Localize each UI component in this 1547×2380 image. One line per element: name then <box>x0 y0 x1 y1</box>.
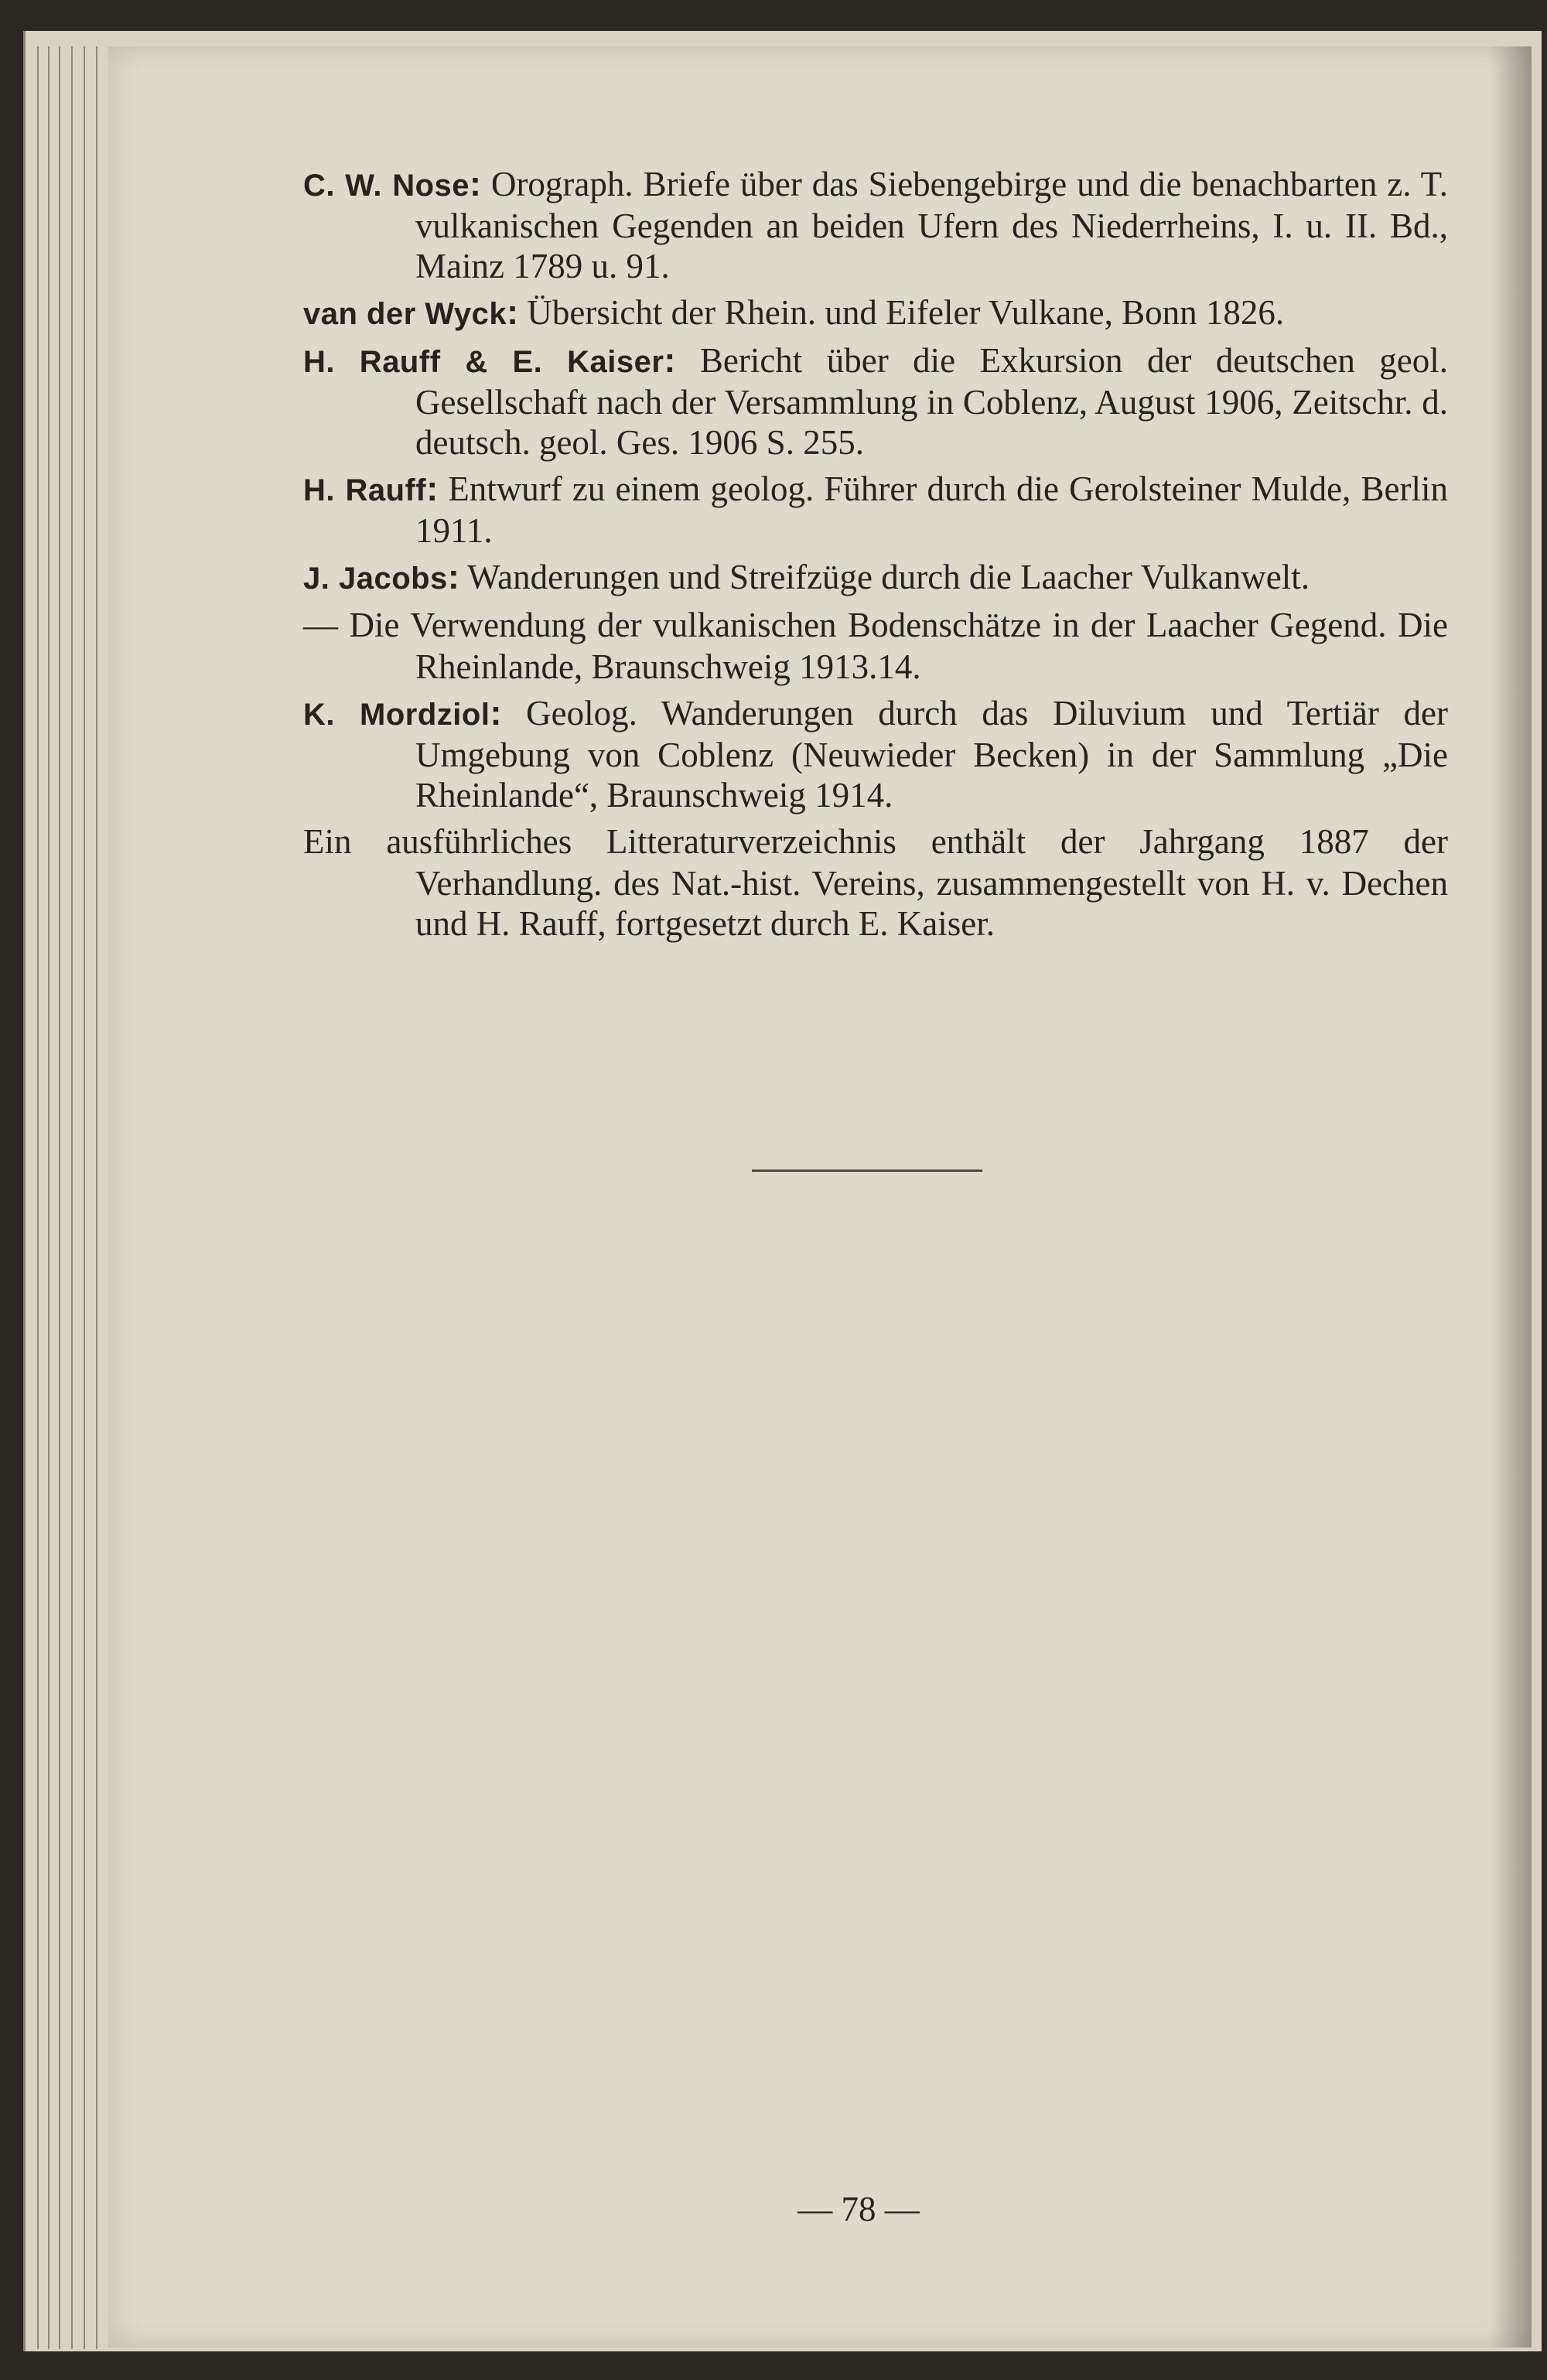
entry-author: K. Mordziol <box>303 698 490 732</box>
entry-author: H. Rauff <box>303 473 427 507</box>
entry-separator: : <box>507 292 519 332</box>
entry-author: van der Wyck <box>303 297 507 331</box>
page-edge-line <box>96 46 97 2349</box>
entry-text: Ein ausführliches Litteraturverzeichnis enthält der Jahrgang 1887 der Verhandlung. des Nat.-hist. Vereins, zusammengestellt von H. v. Dechen und H. Rauff, fortgesetzt durch E. Kaiser. <box>303 822 1448 943</box>
bibliography-entry <box>303 821 1448 944</box>
page-edge-line <box>84 46 85 2349</box>
entry-separator: : <box>664 340 676 380</box>
entry-text: Orograph. Briefe über das Siebengebirge und die benachbarten z. T. vulkanischen Gegenden an beiden Ufern des Niederrheins, I. u. II. Bd., Mainz 1789 u. 91. <box>415 165 1448 285</box>
bibliography-entry <box>303 605 1448 687</box>
entry-text: Geolog. Wanderungen durch das Diluvium und Tertiär der Umgebung von Coblenz (Neuwieder Becken) in der Sammlung „Die Rheinlande“, Braunschweig 1914. <box>415 694 1448 814</box>
entry-author: J. Jacobs <box>303 562 448 596</box>
entry-author: C. W. Nose <box>303 169 470 203</box>
entry-text: Bericht über die Exkursion der deutschen geol. Gesellschaft nach der Versammlung in Coblenz, August 1906, Zeitschr. d. deutsch. geol. Ges. 1906 S. 255. <box>415 341 1448 462</box>
bibliography-entry <box>303 340 1448 463</box>
entry-separator: : <box>490 693 502 732</box>
entry-author: H. Rauff & E. Kaiser <box>303 345 664 379</box>
bibliography-entry <box>303 469 1448 551</box>
entry-text: — Die Verwendung der vulkanischen Bodenschätze in der Laacher Gegend. Die Rheinlande, Braunschweig 1913.14. <box>303 606 1448 686</box>
bibliography-entry <box>303 693 1448 815</box>
page-edge-line <box>71 46 73 2349</box>
entry-separator: : <box>470 164 482 203</box>
bibliography-entry <box>303 557 1448 599</box>
entry-text: Entwurf zu einem geolog. Führer durch die Gerolsteiner Mulde, Berlin 1911. <box>415 470 1448 550</box>
entry-text: Übersicht der Rhein. und Eifeler Vulkane, Bonn 1826. <box>518 293 1285 332</box>
section-rule <box>752 1170 982 1172</box>
entry-separator: : <box>447 557 459 596</box>
page-edge-line <box>59 46 60 2349</box>
page-number: — 78 — <box>797 2190 920 2228</box>
entry-separator: : <box>426 469 439 508</box>
entry-text: Wanderungen und Streifzüge durch die Laacher Vulkanwelt. <box>459 558 1310 596</box>
page-edge-line <box>37 46 39 2349</box>
page-edge-line <box>48 46 50 2349</box>
bibliography-entry <box>303 292 1448 334</box>
bibliography-entry <box>303 164 1448 286</box>
spine-shadow <box>1489 46 1532 2348</box>
bibliography-list <box>303 164 1448 950</box>
